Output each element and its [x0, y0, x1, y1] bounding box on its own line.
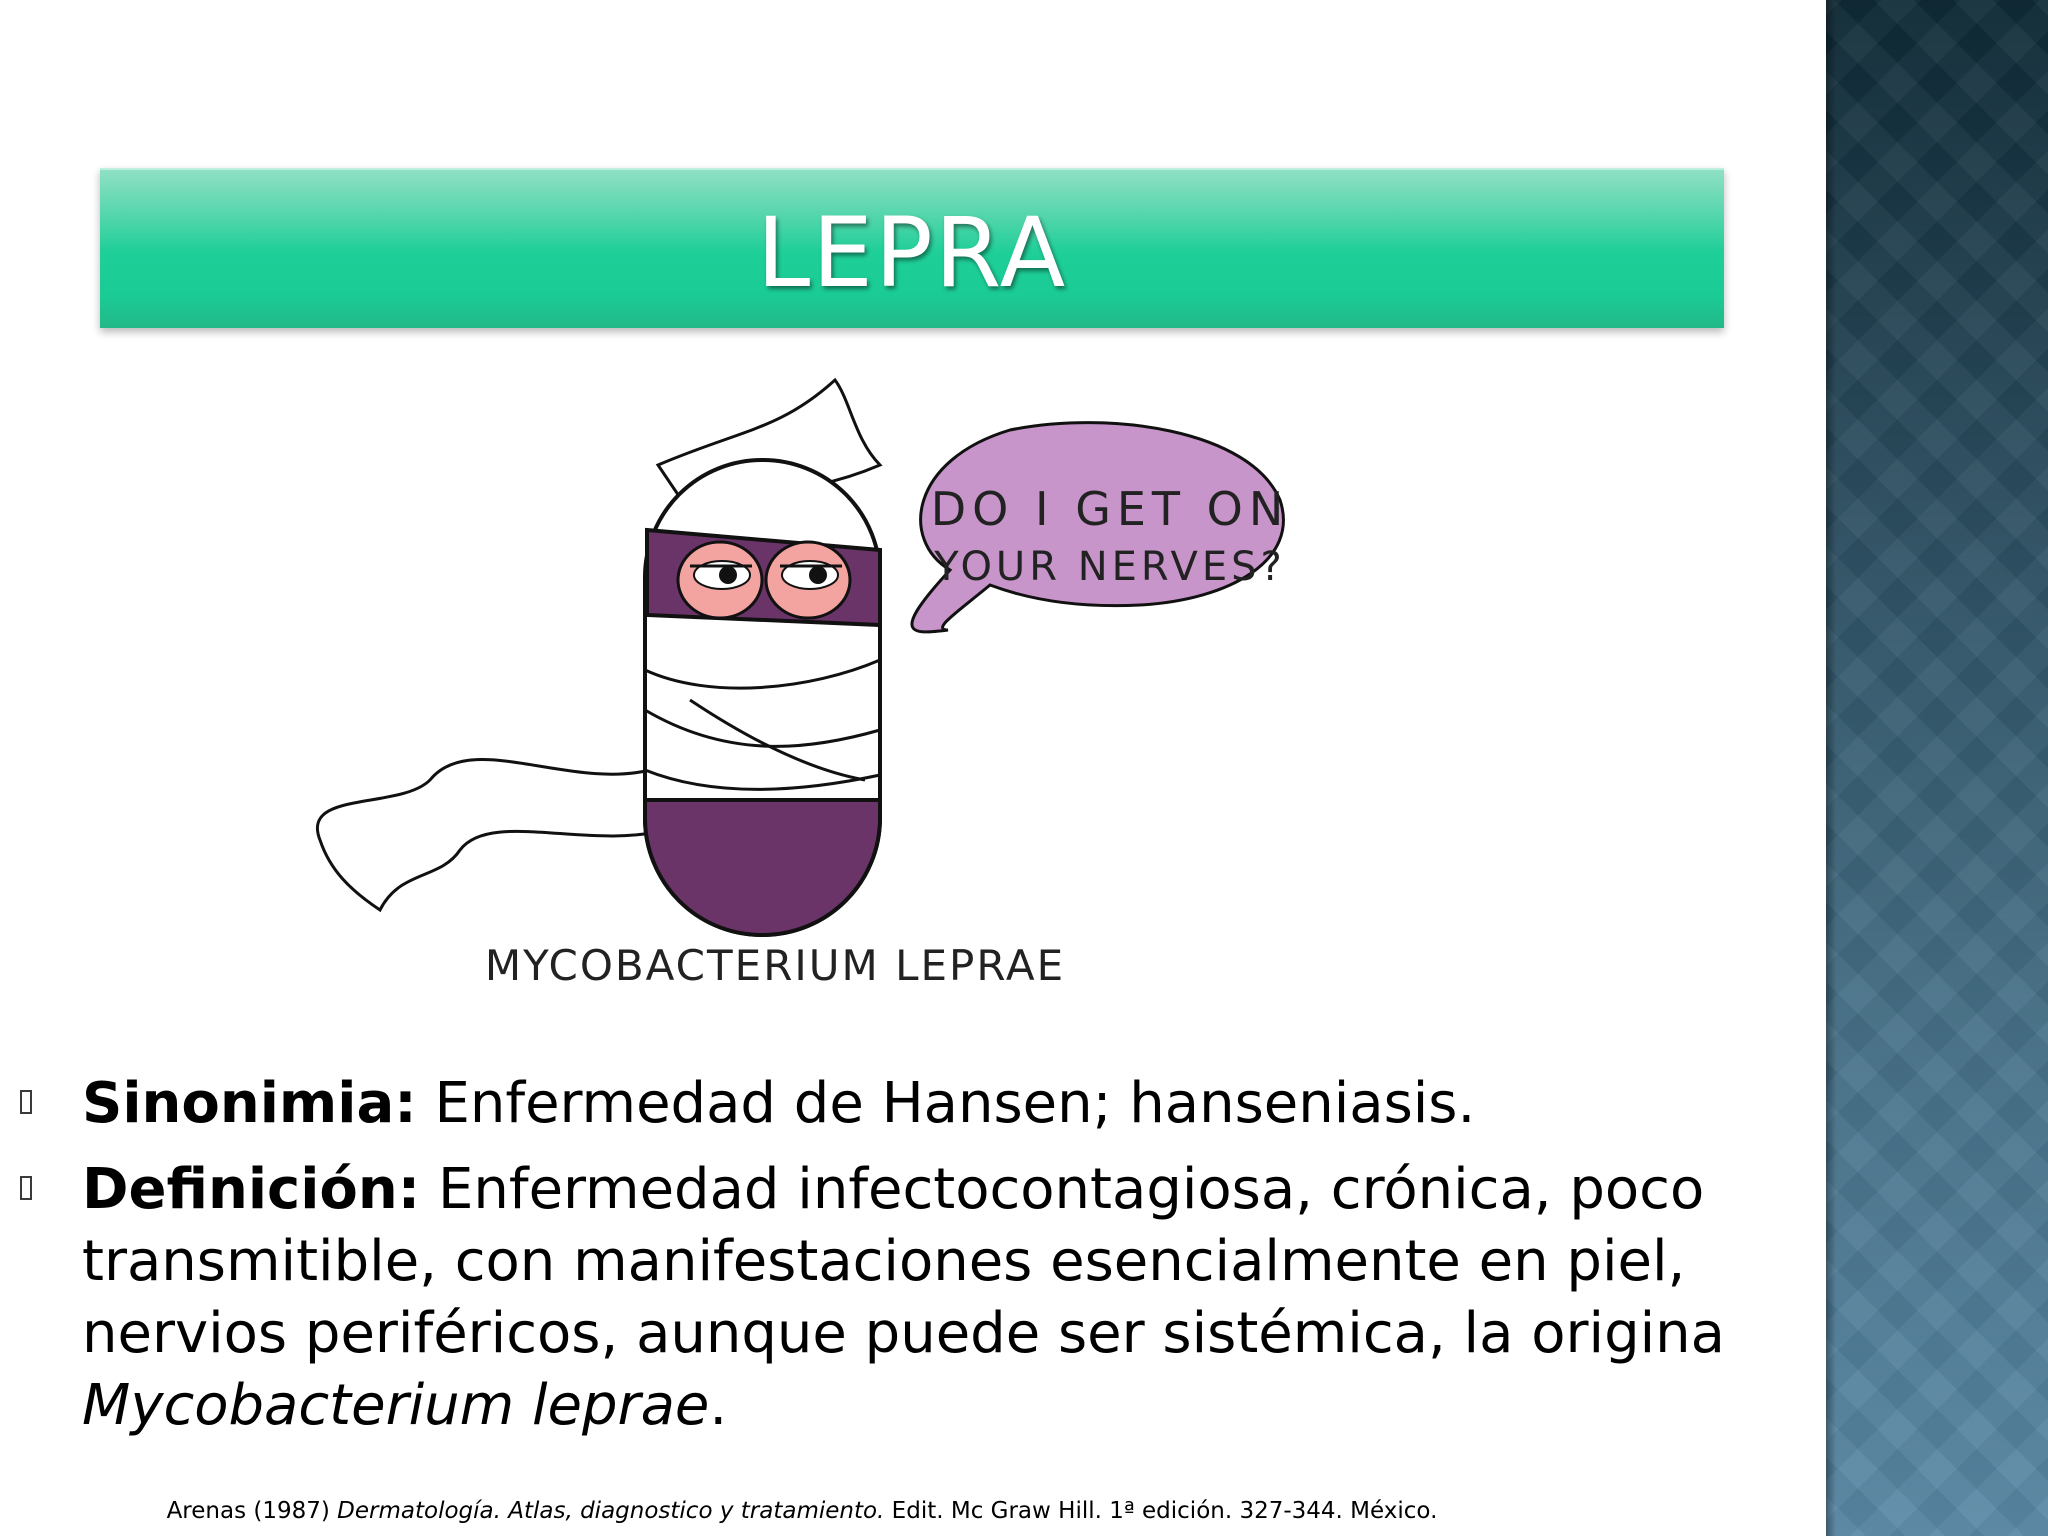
bullet-label: Sinonimia:	[82, 1071, 417, 1136]
decorative-side-panel	[1826, 0, 2048, 1536]
bullet-label: Definición:	[82, 1157, 421, 1222]
bullet-italic-organism: Mycobacterium leprae	[82, 1373, 710, 1438]
bullet-marker-icon	[20, 1176, 32, 1200]
citation-title: Dermatología. Atlas, diagnostico y tratamiento.	[337, 1498, 885, 1524]
speech-bubble-line1: DO I GET ON	[930, 482, 1290, 536]
bullet-text: Enfermedad infectocontagiosa, crónica, poco transmitible, con manifestaciones esencialmente en piel, nervios periféricos, aunque puede ser sistémica, la origina	[82, 1157, 1725, 1366]
illustration-caption: MYCOBACTERIUM LEPRAE	[484, 941, 1066, 990]
bullet-list	[20, 1068, 1780, 1456]
citation	[0, 1498, 1604, 1524]
citation-prefix: Arenas (1987)	[166, 1498, 338, 1524]
bullet-sinonimia	[20, 1068, 1780, 1140]
bullet-marker-icon	[20, 1090, 32, 1114]
ribbon-bottom	[317, 760, 665, 910]
bullet-definicion	[20, 1154, 1780, 1442]
purple-base	[645, 800, 880, 935]
citation-suffix: Edit. Mc Graw Hill. 1ª edición. 327-344. México.	[884, 1498, 1438, 1524]
slide-title: LEPRA	[756, 197, 1068, 309]
bullet-text: Enfermedad de Hansen; hanseniasis.	[416, 1071, 1476, 1136]
speech-bubble-line2: YOUR NERVES?	[934, 544, 1286, 590]
mycobacterium-illustration	[290, 370, 1470, 1020]
bullet-end: .	[709, 1373, 728, 1438]
title-banner	[100, 168, 1724, 328]
